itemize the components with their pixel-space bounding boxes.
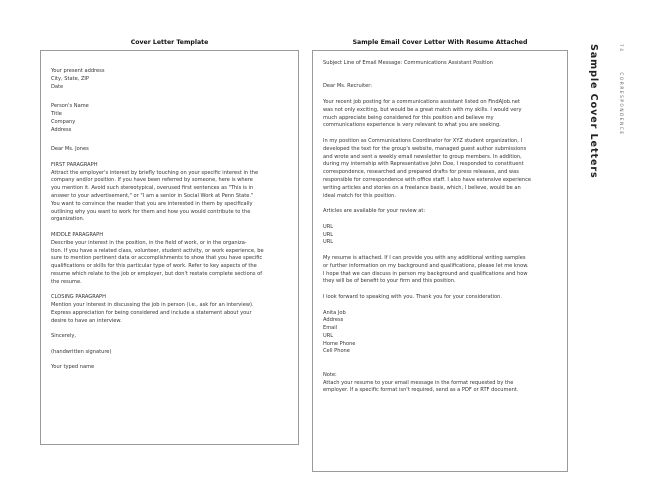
paragraph-line: they will be of benefit to your firm and this position. [323, 278, 456, 285]
closing-line: I look forward to speaking with you. Thank you for your consideration. [323, 293, 502, 300]
paragraph-line: Your recent job posting for a communications assistant listed on FindAJob.net [323, 98, 520, 105]
contact-line: Cell Phone [323, 348, 350, 355]
salutation: Dear Ms. Jones [51, 146, 89, 153]
sample-email-title: Sample Email Cover Letter With Resume Attached [352, 39, 528, 46]
sample-email-content [323, 60, 558, 395]
signoff: Sincerely, [51, 333, 76, 340]
paragraph-line: was not only exciting, but would be a great match with my skills. I would very [323, 106, 522, 113]
contact-name: Anita Job [323, 309, 346, 316]
paragraph-line: In my position as Communications Coordinator for XYZ student organization, I [323, 137, 523, 144]
sample-cover-letters-heading: Sample Cover Letters [588, 44, 599, 179]
middle-paragraph-line: Describe your interest in the position, in the field of work, or in the organiza- [51, 239, 247, 246]
recipient-line: Title [51, 110, 62, 117]
url-link[interactable]: URL [323, 223, 334, 230]
note-label: Note: [323, 371, 337, 378]
note-line: Attach your resume to your email message in the format requested by the [323, 379, 514, 386]
template-title: Cover Letter Template [130, 39, 209, 46]
email-subject: Subject Line of Email Message: Communications Assistant Position [323, 60, 493, 66]
template-content [51, 68, 289, 372]
closing-paragraph-heading: CLOSING PARAGRAPH [51, 294, 106, 301]
contact-line: Address [323, 317, 344, 324]
contact-line: URL [323, 332, 334, 339]
first-paragraph-line: You want to convince the reader that you are interested in them by specifically [51, 200, 253, 207]
paragraph-line: much appreciate being considered for this position and believe my [323, 114, 494, 121]
first-paragraph-heading: FIRST PARAGRAPH [51, 161, 98, 168]
salutation: Dear Ms. Recruiter: [323, 83, 373, 90]
recipient-line: Address [51, 126, 72, 133]
paragraph-line: or further information on my background and qualifications, please let me know. [323, 262, 529, 269]
closing-paragraph-line: desire to have an interview. [51, 317, 122, 324]
date-line: Date [51, 83, 64, 90]
articles-intro: Articles are available for your review at: [323, 208, 426, 215]
page-number-and-section [619, 44, 624, 136]
first-paragraph-line: outlining why you want to work for them and how you would contribute to the [51, 208, 251, 215]
paragraph-line: and wrote and sent a weekly email newsletter to group members. In addition, [323, 153, 522, 160]
typed-name: Your typed name [51, 364, 95, 371]
paragraph-line: ideal match for this position. [323, 192, 396, 199]
first-paragraph-line: you mention it. Avoid such stereotypical, overused first sentences as "This is in [51, 185, 254, 192]
address-line: City, State, ZIP [51, 75, 90, 82]
note-line: employer. If a specific format isn't required, send as a PDF or RTF document. [323, 387, 519, 394]
closing-paragraph-line: Mention your interest in discussing the job in person (i.e., ask for an interview). [51, 302, 254, 309]
address-line: Your present address [51, 68, 105, 74]
url-link[interactable]: URL [323, 239, 334, 246]
paragraph-line: correspondence, researched and prepared drafts for press releases, and was [323, 169, 519, 176]
recipient-line: Person's Name [51, 103, 89, 110]
section-label: CORRESPONDENCE [619, 72, 624, 136]
first-paragraph-line: organization. [51, 216, 85, 223]
first-paragraph-line: answer to your advertisement," or "I am a senior in Social Work at Penn State." [51, 192, 254, 199]
paragraph-line: developed the text for the group's website, managed guest author submissions [323, 145, 527, 152]
signature-placeholder: (handwritten signature) [51, 348, 112, 355]
url-link[interactable]: URL [323, 231, 334, 238]
middle-paragraph-line: tion. If you have a related class, volunteer, student activity, or work experience, be [51, 247, 264, 254]
paragraph-line: communications experience is very relevant to what you are seeking. [323, 122, 501, 129]
sample-email-panel [312, 50, 568, 472]
recipient-line: Company [51, 118, 76, 125]
paragraph-line: writing articles and stories on a freelance basis, which, I believe, would be an [323, 184, 521, 191]
closing-paragraph-line: Express appreciation for being considered and include a statement about your [51, 309, 252, 316]
first-paragraph-line: company and/or position. If you have been referred by someone, here is where [51, 177, 253, 184]
paragraph-line: during my internship with Representative John Doe, I responded to constituent [323, 161, 524, 168]
middle-paragraph-heading: MIDDLE PARAGRAPH [51, 231, 104, 238]
paragraph-line: My resume is attached. If I can provide you with any additional writing samples [323, 254, 526, 261]
paragraph-line: responsible for correspondence with office staff. I also have extensive experience [323, 176, 532, 183]
paragraph-line: I hope that we can discuss in person my background and qualifications and how [323, 270, 528, 277]
middle-paragraph-line: sure to mention pertinent data or accomplishments to show that you have specific [51, 255, 263, 262]
contact-line: Home Phone [323, 340, 356, 347]
middle-paragraph-line: resume which relate to the job or employer, but don't restate complete sections of [51, 270, 263, 277]
first-paragraph-line: Attract the employer's interest by briefly touching on your specific interest in the [51, 169, 259, 176]
page-number: 74 [619, 44, 624, 53]
middle-paragraph-line: qualifications or skills for this particular type of work. Refer to key aspects of the [51, 263, 257, 270]
middle-paragraph-line: the resume. [51, 278, 82, 285]
contact-line: Email [323, 325, 338, 332]
cover-letter-template-panel [40, 50, 299, 445]
